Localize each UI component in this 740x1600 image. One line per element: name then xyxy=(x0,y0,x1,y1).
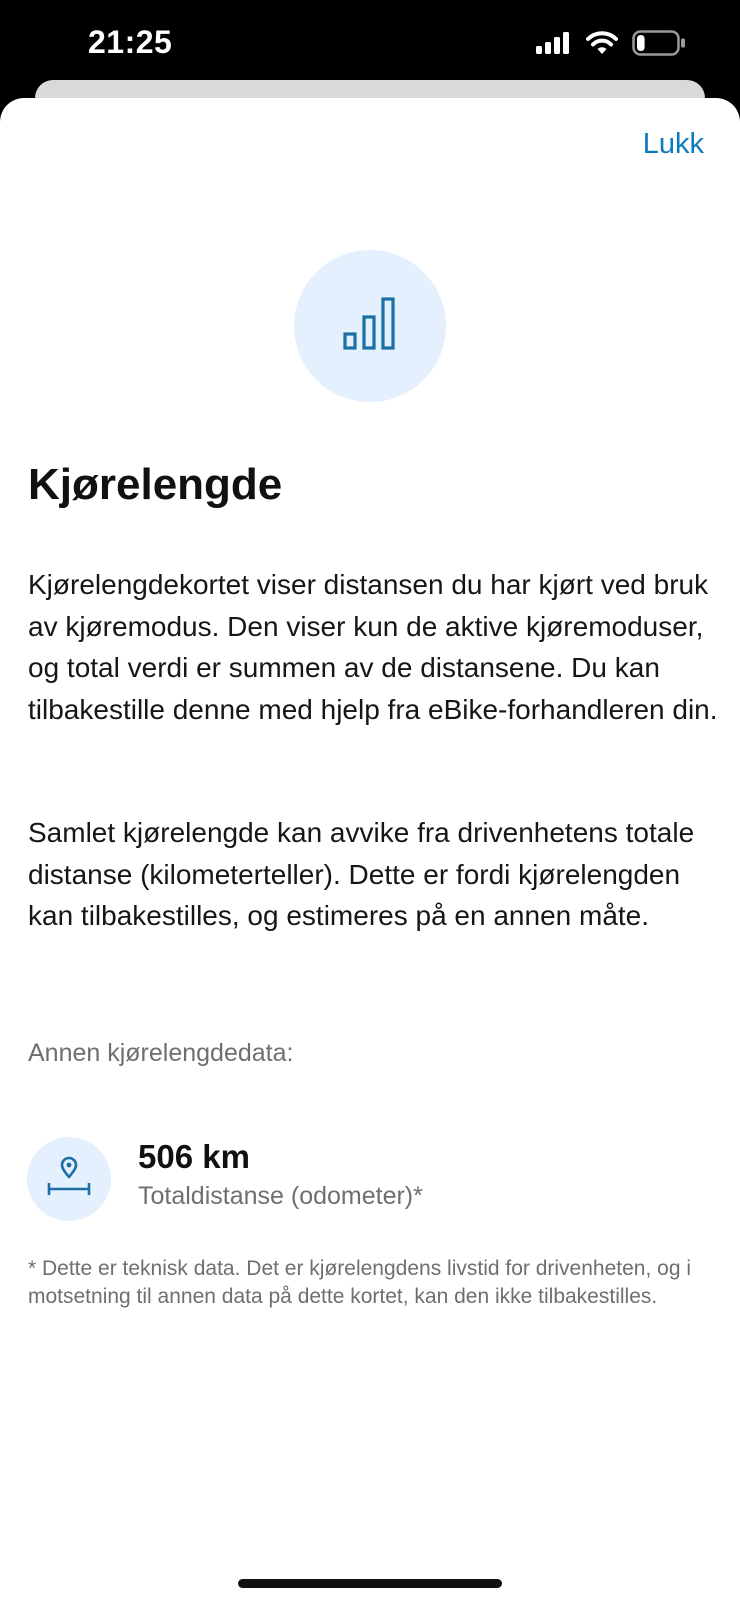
status-bar xyxy=(0,0,740,90)
hero-icon-badge xyxy=(294,250,446,402)
odometer-label: Totaldistanse (odometer)* xyxy=(138,1182,423,1210)
odometer-icon-badge xyxy=(27,1137,111,1221)
status-icons xyxy=(536,30,686,61)
home-indicator[interactable] xyxy=(238,1579,502,1588)
description-paragraph-2: Samlet kjørelengde kan avvike fra drivenhetens totale distanse (kilometerteller). Dette er fordi kjørelengden kan tilbakestilles, og estimeres på en annen måte. xyxy=(28,817,695,931)
odometer-location-icon xyxy=(45,1155,93,1204)
info-sheet xyxy=(0,98,740,1600)
footnote: * Dette er teknisk data. Det er kjørelengdens livstid for drivenheten, og i motsetning til annen data på dette kortet, kan den ikke tilbakestilles. xyxy=(28,1257,691,1308)
status-time: 21:25 xyxy=(88,24,173,60)
page-title: Kjørelengde xyxy=(28,460,283,509)
cellular-signal-icon xyxy=(536,32,572,59)
description-paragraph-1: Kjørelengdekortet viser distansen du har kjørt ved bruk av kjøremodus. Den viser kun de aktive kjøremoduser, og total verdi er summen av de distansene. Du kan tilbakestille denne med hjelp fra eBike-forhandleren din. xyxy=(28,569,718,725)
bar-chart-icon xyxy=(342,296,398,357)
odometer-value: 506 km xyxy=(138,1138,250,1175)
wifi-icon xyxy=(586,31,618,60)
section-label: Annen kjørelengdedata: xyxy=(28,1039,294,1067)
close-button[interactable]: Lukk xyxy=(642,128,704,160)
battery-icon xyxy=(632,30,686,61)
